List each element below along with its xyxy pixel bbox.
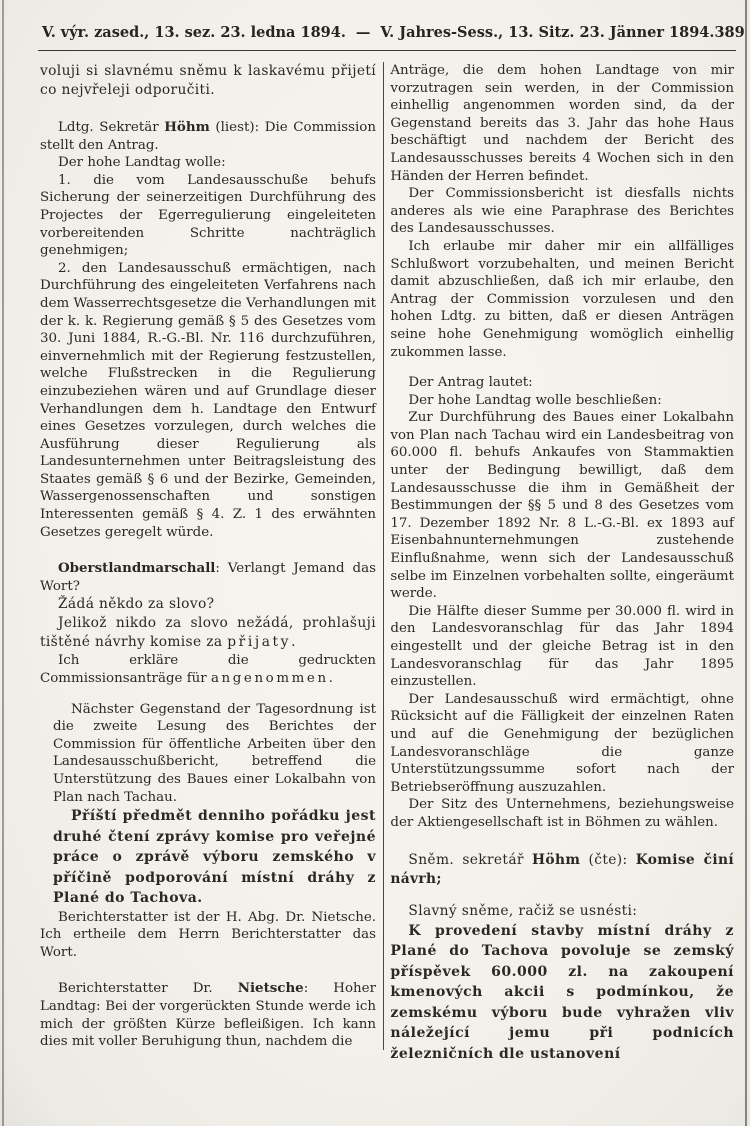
text-run: Nietsche — [237, 980, 304, 997]
column-divider — [383, 62, 384, 1050]
paragraph — [40, 595, 376, 614]
left-column — [40, 62, 376, 1064]
text-run: Der hohe Landtag wolle: — [58, 155, 226, 171]
paragraph — [40, 560, 376, 595]
header-session-german: V. Jahres-Sess., 13. Sitz. 23. Jänner 1894. — [380, 24, 715, 41]
header-rule — [38, 50, 736, 51]
right-column — [390, 62, 734, 1064]
paragraph — [40, 154, 376, 172]
paragraph — [40, 62, 376, 100]
text-run: : Verlangt Jemand das Wort? — [40, 561, 376, 594]
text-run: angenommen — [210, 671, 329, 687]
paragraph — [40, 260, 376, 542]
text-run: Höhm — [532, 851, 581, 868]
text-run: (čte): — [580, 851, 636, 868]
scan-edge-right — [745, 0, 747, 1126]
text-run: voluji si slavnému sněmu k laskavému přijetí co nejvřeleji odporučiti. — [40, 63, 376, 98]
paragraph — [390, 392, 734, 410]
text-run: Berichterstatter Dr. — [58, 981, 238, 997]
text-run: Der Sitz des Unternehmens, beziehungsweise der Aktiengesellschaft ist in Böhmen zu wählen. — [390, 797, 734, 830]
text-run: K provedení stavby místní dráhy z Plané do Tachova povoluje se zemský příspěvek 60.000 zl. na zakoupení kmenových akcii s podmínkou, že zemskému výboru bude vyhražen vliv náležející jemu při podnicích železničních dle ustanovení — [390, 922, 734, 1062]
paragraph — [40, 652, 376, 687]
text-run: Nächster Gegenstand der Tagesordnung ist die zweite Lesung des Berichtes der Commission für öffentliche Arbeiten über den Landesausschußbericht, betreffend die Unterstützung des Baues einer Lokalbahn von Plan nach Tachau. — [53, 701, 376, 805]
paragraph — [390, 691, 734, 797]
paragraph — [390, 921, 734, 1065]
paragraph — [53, 701, 376, 807]
page-number: 389 — [714, 24, 745, 41]
paragraph — [390, 374, 734, 392]
paragraph — [40, 119, 376, 154]
text-run: Höhm — [164, 119, 210, 135]
header-separator: — — [355, 24, 371, 41]
paragraph — [53, 806, 376, 909]
text-run: Ldtg. Sekretär — [58, 120, 165, 135]
text-run: přijaty — [227, 634, 292, 651]
text-run: . — [291, 634, 296, 651]
scan-edge-left — [2, 0, 4, 1126]
paragraph — [390, 796, 734, 831]
text-run: Jelikož nikdo za slovo nežádá, prohlašuji tištěné návrhy komise za — [40, 615, 376, 651]
paragraph — [390, 62, 734, 185]
text-run: Der hohe Landtag wolle beschließen: — [408, 392, 662, 408]
text-run: Die Hälfte dieser Summe per 30.000 fl. wird in den Landesvoranschlag für das Jahr 1894 eingestellt und der gleiche Betrag ist in den Landesvoranschlag für das Jahr 1895 einzustellen. — [390, 603, 734, 690]
text-run: Příští předmět denniho pořádku jest druhé čtení zprávy komise pro veřejné práce o zprávě výboru zemského v příčině podporování místní dráhy z Plané do Tachova. — [53, 808, 376, 907]
text-run: Der Commissionsbericht ist diesfalls nichts anderes als wie eine Paraphrase des Berichtes des Landesausschusses. — [390, 186, 734, 237]
page-header — [42, 24, 745, 41]
paragraph — [40, 172, 376, 260]
text-run: Komise činí návrh; — [390, 851, 734, 887]
paragraph — [390, 409, 734, 603]
text-run: Anträge, die dem hohen Landtage von mir vorzutragen sein werden, in der Commission einhellig angenommen worden sind, da der Gegenstand bereits das 3. Jahr das hohe Haus beschäftigt und nachdem der Bericht des Landesausschusses bereits 4 Wochen sich in den Händen der Herren befindet. — [390, 63, 734, 184]
paragraph — [390, 851, 734, 889]
text-run: Ich erlaube mir daher mir ein allfälliges Schlußwort vorzubehalten, und meinen Bericht damit abzuschließen, daß ich mir erlaube, den Antrag der Commission vorzulesen und den hohen Ldtg. zu bitten, daß er diesen Anträgen seine hohe Genehmigung womöglich einhellig zukommen lasse. — [390, 238, 734, 360]
text-run: Zur Durchführung des Baues einer Lokalbahn von Plan nach Tachau wird ein Landesbeitrag von 60.000 fl. behufs Ankaufes von Stammaktien unter der Bedingung bewilligt, daß dem Landesausschusse die ihm in Gemäßheit der Bestimmungen der §§ 5 und 8 des Gesetzes vom 17. Dezember 1892 Nr. 8 L.-G.-Bl. ex 1893 auf Eisenbahnunternehmungen zustehende Einflußnahme, wenn sich der Landesausschuß selbe im Einzelnen vorbehalten sollte, eingeräumt werde. — [390, 410, 734, 602]
text-run: Oberstlandmarschall — [58, 560, 216, 577]
paragraph — [40, 614, 376, 652]
text-run: Ich erkläre die gedruckten Commissionsanträge für — [40, 653, 376, 687]
paragraph — [390, 603, 734, 691]
paragraph — [40, 909, 376, 962]
paragraph — [390, 185, 734, 238]
text-run: Sněm. sekretář — [408, 851, 533, 868]
text-columns — [40, 62, 734, 1064]
text-run: 1. die vom Landesausschuße behufs Sicherung der seinerzeitigen Durchführung des Projectes der Egerregulierung eingeleiteten vorbereitenden Schritte nachträglich genehmigen; — [40, 172, 376, 259]
paragraph — [40, 980, 376, 1050]
text-run: 2. den Landesausschuß ermächtigen, nach Durchführung des eingeleiteten Verfahrens nach dem Wasserrechtsgesetze die Verhandlungen mit der k. k. Regierung gemäß § 5 des Gesetzes vom 30. Juni 1884, R.-G.-Bl. Nr. 116 durchzuführen, einvernehmlich mit der Regierung festzustellen, welche Flußstrecken in die Regulierung einzubeziehen wären und auf Grundlage dieser Verhandlungen dem h. Landtage den Entwurf eines Gesetzes vorzulegen, durch welches die Ausführung dieser Regulierung als Landesunternehmen unter Beitragsleistung des Staates gemäß § 6 und der Bezirke, Gemeinden, Wassergenossenschaften und sonstigen Interessenten gemäß § 4. Z. 1 des erwähnten Gesetzes geregelt würde. — [40, 260, 376, 540]
text-run: Žádá někdo za slovo? — [58, 596, 215, 613]
text-run: Berichterstatter ist der H. Abg. Dr. Nietsche. Ich ertheile dem Herrn Berichterstatter das Wort. — [40, 909, 376, 960]
text-run: Der Antrag lautet: — [408, 375, 533, 391]
text-run: (liest): Die Commission stellt den Antrag. — [40, 120, 376, 153]
header-session-czech: V. výr. zased., 13. sez. 23. ledna 1894. — [42, 24, 346, 41]
text-run: Der Landesausschuß wird ermächtigt, ohne Rücksicht auf die Fälligkeit der einzelnen Raten und auf die Genehmigung der bezüglichen Landesvoranschläge die ganze Unterstützungssumme sofort nach der Betriebseröffnung auszuzahlen. — [390, 691, 734, 795]
text-run: : Hoher Landtag: Bei der vorgerückten Stunde werde ich mich der größten Kürze befleißigen. Ich kann dies mit voller Beruhigung thun, nachdem die — [40, 981, 376, 1050]
text-run: . — [328, 671, 333, 687]
paragraph — [390, 902, 734, 921]
paragraph — [390, 238, 734, 361]
text-run: Slavný sněme, račiž se usnésti: — [408, 902, 638, 919]
